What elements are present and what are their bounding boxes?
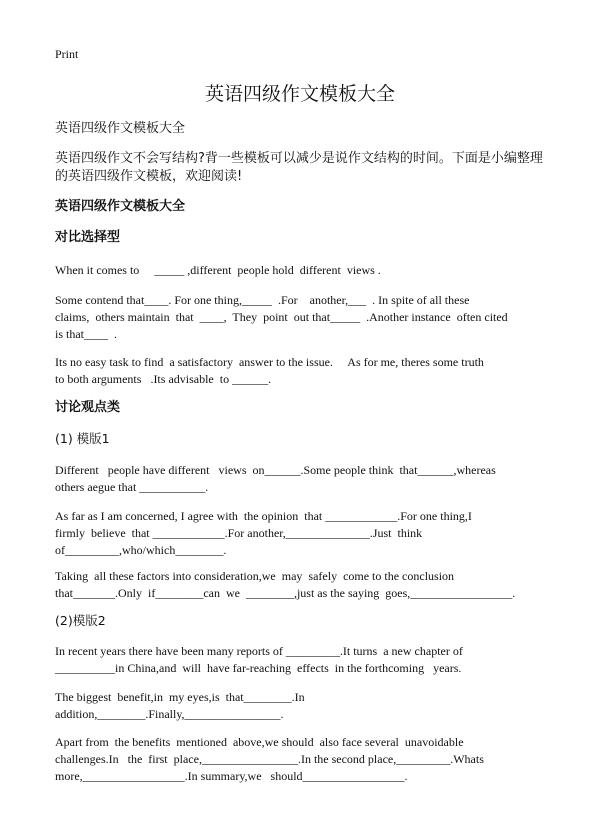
text-line: firmly believe that ____________.For another,______________.Just think [55,526,423,540]
text-line: As far as I am concerned, I agree with the opinion that ____________.For one thing,I [55,509,472,523]
text-line: Its no easy task to find a satisfactory answer to the issue. As for me, theres some truth [55,355,484,369]
text-line: When it comes to _____ ,different people hold different views . [55,263,381,277]
text-line: of_________,who/which________. [55,543,227,557]
print-label: Print [55,47,79,61]
text-line: __________in China,and will have far-reaching effects in the forthcoming years. [55,661,462,675]
text-line: is that____ . [55,327,117,341]
template-2-label: (2)模版2 [55,613,106,628]
text-line: claims, others maintain that ____, They point out that_____ .Another instance often cited [55,310,508,324]
text-line: addition,________.Finally,________________. [55,707,284,721]
text-line: Some contend that____. For one thing,_____ .For another,___ . In spite of all these [55,293,470,307]
text-line: Taking all these factors into consideration,we may safely come to the conclusion [55,569,455,583]
subtitle: 英语四级作文模板大全 [55,121,186,136]
section-main-heading: 英语四级作文模板大全 [55,199,186,214]
text-line: In recent years there have been many reports of _________.It turns a new chapter of [55,644,463,658]
template-1-label: (1) 模版1 [55,431,110,446]
section-heading-contrast: 对比选择型 [55,230,121,245]
page-title: 英语四级作文模板大全 [204,83,395,105]
text-line: Apart from the benefits mentioned above,we should also face several unavoidable [55,735,464,749]
section-heading-discussion: 讨论观点类 [55,400,121,415]
text-line: to both arguments .Its advisable to ______. [55,372,272,386]
text-line: challenges.In the first place,________________.In the second place,_________.Whats [55,752,484,766]
text-line: The biggest benefit,in my eyes,is that________.In [55,690,305,704]
intro-paragraph: 英语四级作文不会写结构?背一些模板可以减少是说作文结构的时间。下面是小编整理的英语四级作文模板，欢迎阅读! [55,151,543,184]
text-line: more,_________________.In summary,we should_________________. [55,769,408,783]
text-line: that_______.Only if________can we ________,just as the saying goes,_________________. [55,586,516,600]
text-line: Different people have different views on______.Some people think that______,whereas [55,463,496,477]
text-line: others aegue that ___________. [55,480,209,494]
